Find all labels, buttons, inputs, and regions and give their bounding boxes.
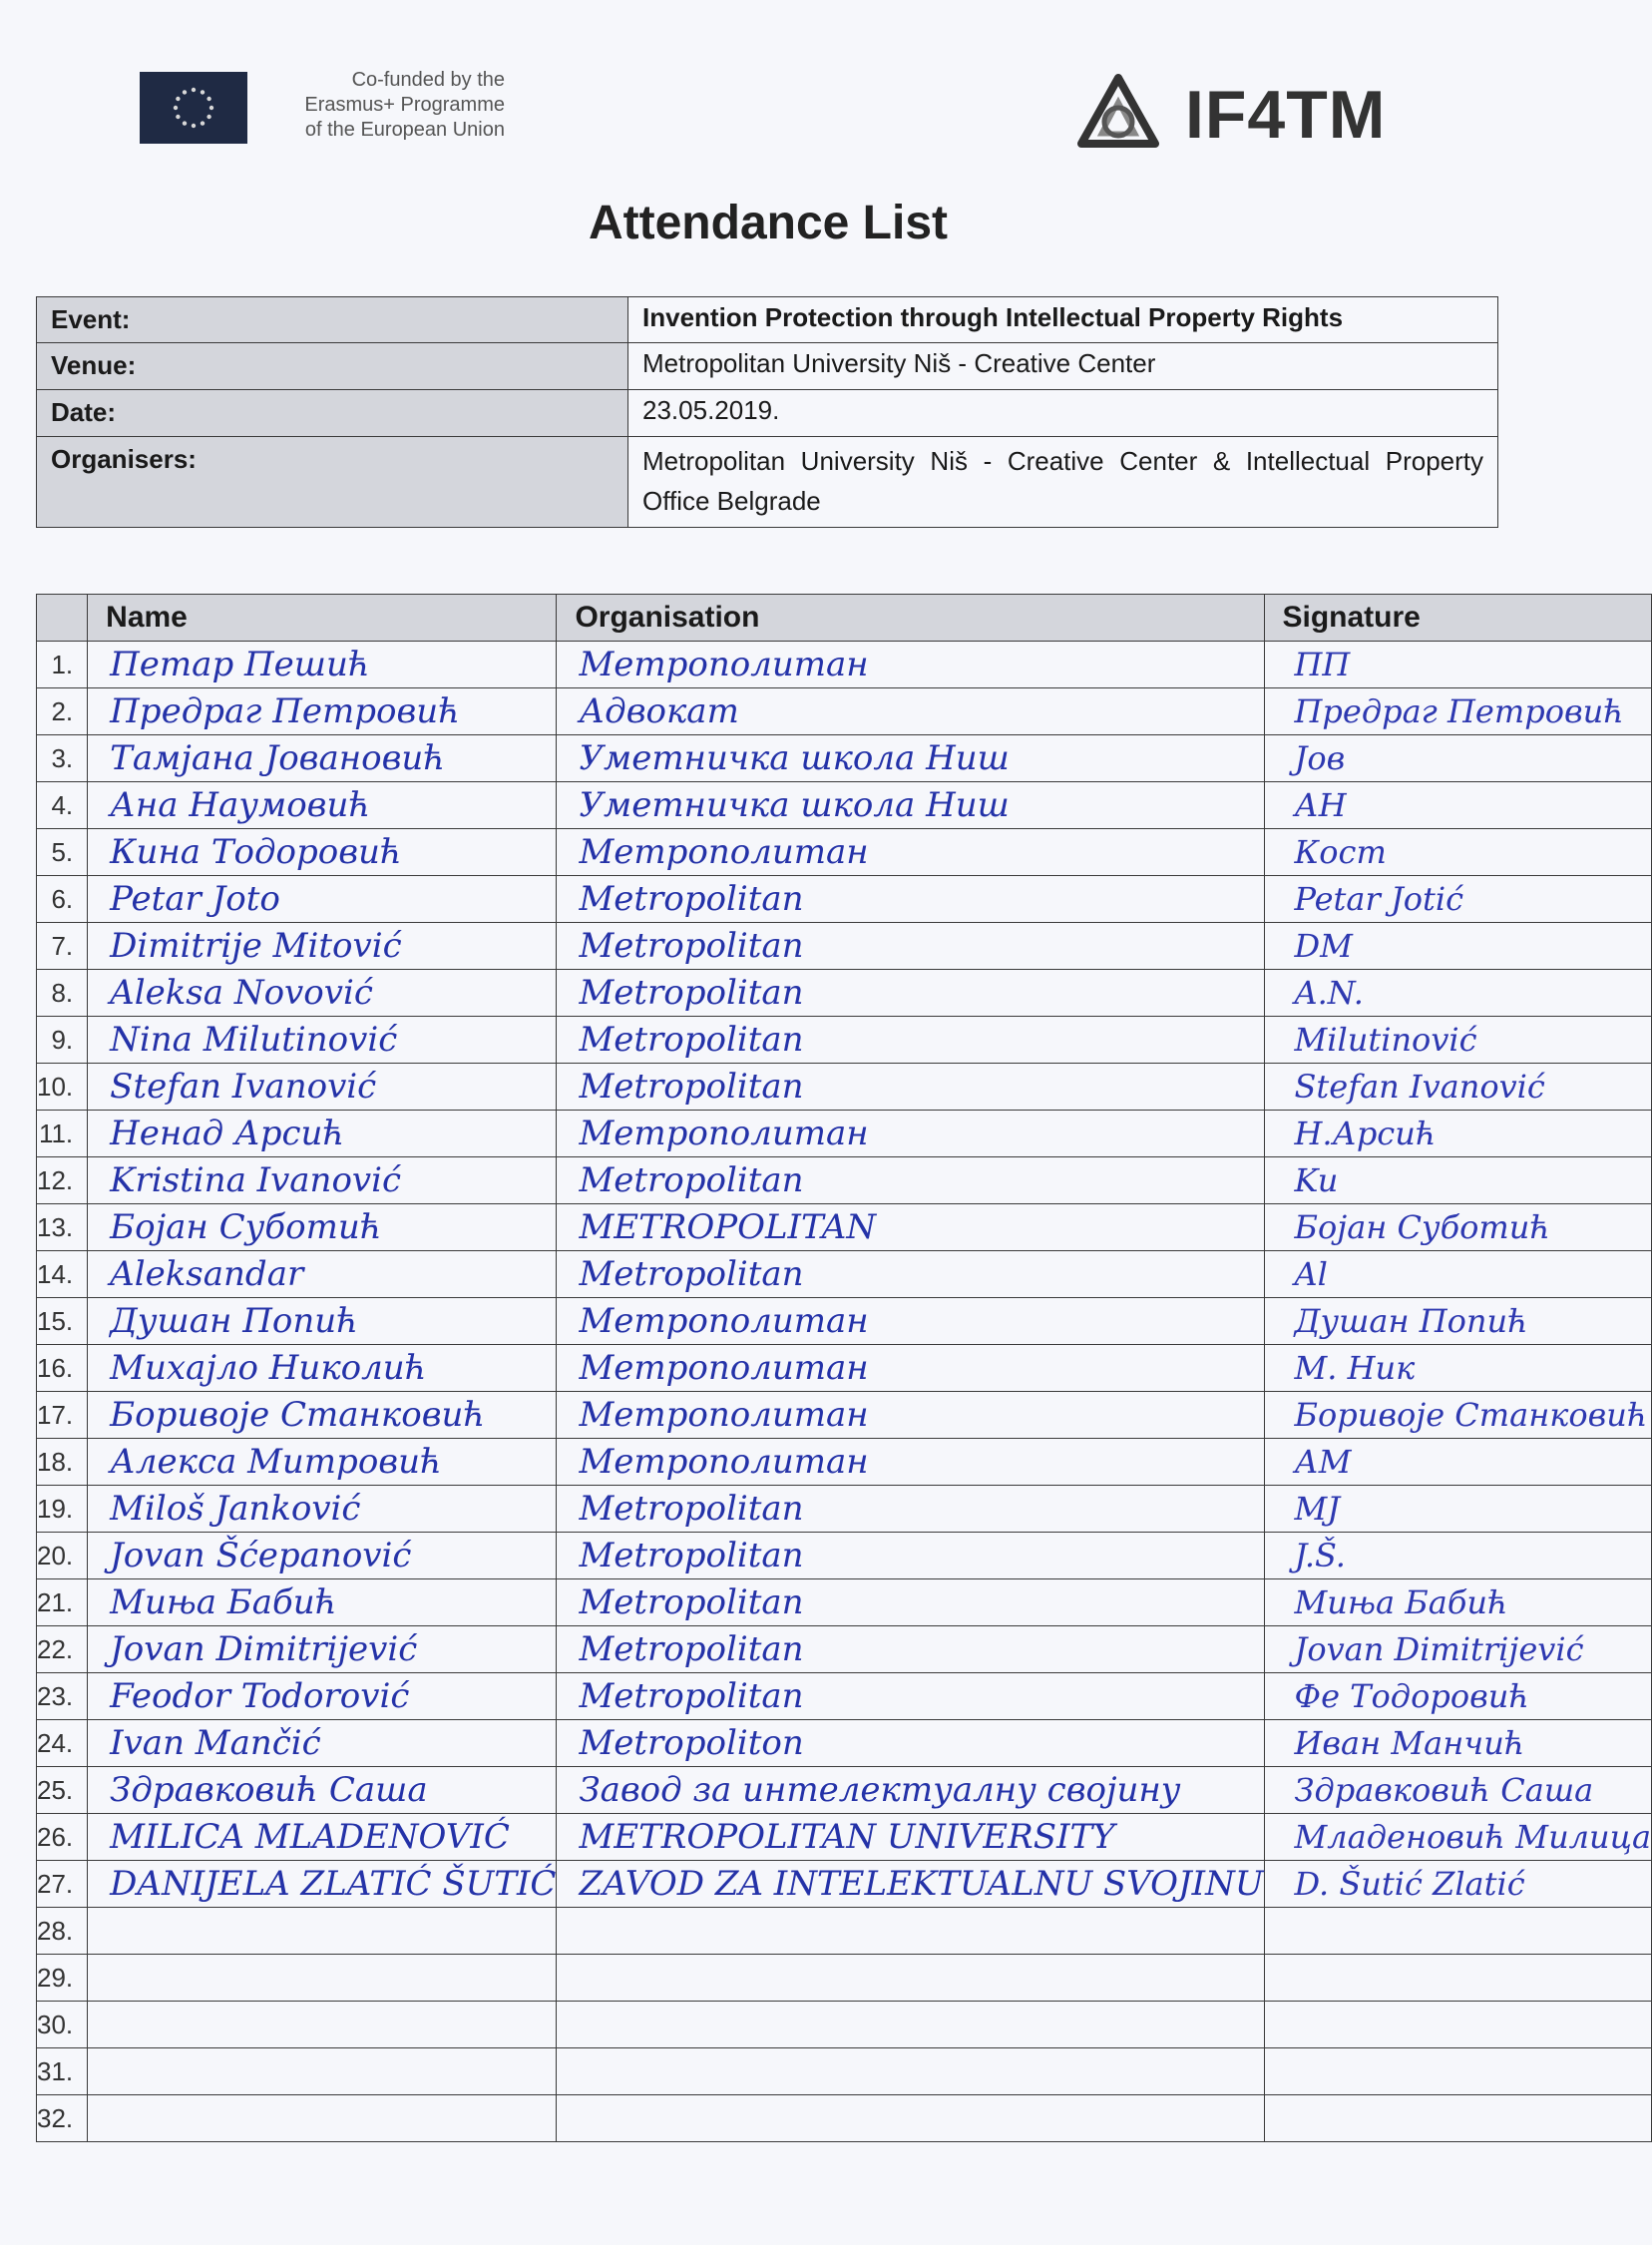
attendee-name-cell [88, 1814, 557, 1861]
attendee-signature: АМ [1294, 1443, 1352, 1481]
table-row [37, 1111, 1652, 1157]
attendee-organisation-cell [557, 970, 1264, 1017]
attendee-name: Кина Тодоровић [110, 832, 402, 872]
row-number: 28. [37, 1908, 88, 1955]
attendee-signature-cell [1264, 2002, 1652, 2048]
table-row [37, 1673, 1652, 1720]
attendee-name: Ненад Арсић [110, 1114, 345, 1153]
attendee-organisation: Metropolitan [579, 1582, 804, 1622]
row-number: 25. [37, 1767, 88, 1814]
signature-column-header: Signature [1264, 595, 1652, 642]
row-number: 15. [37, 1298, 88, 1345]
row-number: 23. [37, 1673, 88, 1720]
row-number: 5. [37, 829, 88, 876]
attendee-organisation: Metropolitan [579, 1629, 804, 1669]
attendee-organisation-cell [557, 1955, 1264, 2002]
table-row [37, 2095, 1652, 2142]
attendee-signature: Stefan Ivanović [1294, 1068, 1545, 1106]
row-number: 7. [37, 923, 88, 970]
attendee-organisation: Метрополитан [579, 1348, 869, 1388]
table-row [37, 1157, 1652, 1204]
attendee-signature: A.N. [1294, 974, 1364, 1012]
attendee-name: Miloš Janković [110, 1489, 361, 1529]
attendee-signature-cell [1264, 1720, 1652, 1767]
attendee-organisation-cell [557, 923, 1264, 970]
attendee-signature: ПП [1294, 646, 1351, 683]
row-number: 12. [37, 1157, 88, 1204]
attendee-name-cell [88, 1298, 557, 1345]
attendee-organisation-cell [557, 1626, 1264, 1673]
attendee-signature: Миња Бабић [1294, 1583, 1508, 1621]
attendee-signature: MJ [1294, 1490, 1341, 1528]
table-row [37, 1720, 1652, 1767]
attendee-signature-cell [1264, 642, 1652, 688]
attendee-organisation: Metropolitan [579, 1489, 804, 1529]
row-number: 17. [37, 1392, 88, 1439]
table-row [37, 1204, 1652, 1251]
logo-text: IF4TM [1185, 77, 1387, 153]
info-label: Organisers: [37, 437, 628, 528]
attendee-signature: Al [1294, 1255, 1328, 1293]
row-number: 26. [37, 1814, 88, 1861]
attendee-signature-cell [1264, 1017, 1652, 1064]
attendee-signature: АН [1294, 786, 1347, 824]
info-value: Metropolitan University Niš - Creative Center [628, 343, 1498, 390]
row-number: 2. [37, 688, 88, 735]
attendee-signature: Јов [1294, 739, 1346, 777]
attendee-organisation: Metropolitan [579, 1536, 804, 1575]
eu-line: Erasmus+ Programme [304, 94, 505, 116]
attendee-organisation-cell [557, 1298, 1264, 1345]
row-number: 24. [37, 1720, 88, 1767]
attendee-signature: Фе Тодоровић [1294, 1677, 1529, 1715]
attendee-name: Aleksandar [110, 1254, 304, 1294]
table-row [37, 1017, 1652, 1064]
attendee-signature-cell [1264, 1533, 1652, 1579]
row-number: 13. [37, 1204, 88, 1251]
attendee-name: Kristina Ivanović [110, 1160, 402, 1200]
attendee-signature-cell [1264, 1814, 1652, 1861]
attendee-organisation-cell [557, 688, 1264, 735]
attendee-organisation-cell [557, 1533, 1264, 1579]
attendee-name-cell [88, 1204, 557, 1251]
attendee-signature-cell [1264, 1861, 1652, 1908]
attendee-name-cell [88, 1955, 557, 2002]
attendee-signature-cell [1264, 2048, 1652, 2095]
attendee-organisation: Metropolitan [579, 1254, 804, 1294]
attendee-signature: Н.Арсић [1294, 1115, 1437, 1152]
attendee-organisation-cell [557, 1767, 1264, 1814]
info-row-event [37, 297, 1498, 343]
attendee-organisation-cell [557, 782, 1264, 829]
attendee-name: Здравковић Саша [110, 1770, 428, 1810]
attendee-name-cell [88, 923, 557, 970]
attendee-signature-cell [1264, 1064, 1652, 1111]
table-row [37, 1579, 1652, 1626]
attendee-organisation-cell [557, 1673, 1264, 1720]
row-number: 4. [37, 782, 88, 829]
attendance-table [36, 594, 1652, 2142]
attendee-organisation-cell [557, 1392, 1264, 1439]
attendee-organisation-cell [557, 1064, 1264, 1111]
attendee-name: Душан Попић [110, 1301, 359, 1341]
attendee-organisation-cell [557, 1814, 1264, 1861]
attendee-signature-cell [1264, 829, 1652, 876]
attendee-name: Миња Бабић [110, 1582, 337, 1622]
table-row [37, 1298, 1652, 1345]
table-row [37, 1908, 1652, 1955]
attendee-signature-cell [1264, 688, 1652, 735]
row-number: 27. [37, 1861, 88, 1908]
attendee-organisation: METROPOLITAN UNIVERSITY [579, 1817, 1115, 1857]
attendee-name-cell [88, 642, 557, 688]
attendee-signature-cell [1264, 1955, 1652, 2002]
attendee-signature: Здравковић Саша [1294, 1771, 1594, 1809]
attendee-organisation-cell [557, 1017, 1264, 1064]
attendee-signature-cell [1264, 1767, 1652, 1814]
attendee-organisation-cell [557, 1861, 1264, 1908]
page-title: Attendance List [588, 197, 949, 249]
attendee-name: Jovan Dimitrijević [110, 1629, 418, 1669]
attendee-name: Боривоје Станковић [110, 1395, 486, 1435]
row-number: 9. [37, 1017, 88, 1064]
attendee-signature-cell [1264, 1204, 1652, 1251]
attendee-signature-cell [1264, 2095, 1652, 2142]
row-number: 22. [37, 1626, 88, 1673]
attendee-signature-cell [1264, 1157, 1652, 1204]
table-row [37, 1064, 1652, 1111]
attendee-signature: Бојан Суботић [1294, 1208, 1550, 1246]
table-row [37, 1814, 1652, 1861]
row-number: 16. [37, 1345, 88, 1392]
attendee-name-cell [88, 1439, 557, 1486]
attendee-name: Алекса Митровић [110, 1442, 442, 1482]
erasmus-cofunding-text [265, 68, 505, 143]
attendee-name: Тамјана Јовановић [110, 738, 446, 778]
attendee-organisation-cell [557, 1908, 1264, 1955]
attendee-name: Бојан Суботић [110, 1207, 382, 1247]
attendee-name-cell [88, 1673, 557, 1720]
table-row [37, 1767, 1652, 1814]
info-value: 23.05.2019. [628, 390, 1498, 437]
row-number: 6. [37, 876, 88, 923]
info-row-venue [37, 343, 1498, 390]
attendee-organisation-cell [557, 876, 1264, 923]
info-label: Venue: [37, 343, 628, 390]
attendee-signature-cell [1264, 1345, 1652, 1392]
attendee-name-cell [88, 2002, 557, 2048]
attendee-name-cell [88, 1720, 557, 1767]
row-number: 19. [37, 1486, 88, 1533]
organisation-column-header: Organisation [557, 595, 1264, 642]
row-number: 29. [37, 1955, 88, 2002]
attendee-signature: Душан Попић [1294, 1302, 1528, 1340]
table-row [37, 970, 1652, 1017]
attendee-organisation-cell [557, 642, 1264, 688]
attendee-name-cell [88, 782, 557, 829]
attendee-name-cell [88, 1908, 557, 1955]
attendee-name-cell [88, 829, 557, 876]
attendee-name-cell [88, 1017, 557, 1064]
attendee-organisation-cell [557, 1157, 1264, 1204]
attendee-organisation: Метрополитан [579, 1114, 869, 1153]
attendee-signature: Предраг Петровић [1294, 692, 1624, 730]
attendee-name: DANIJELA ZLATIĆ ŠUTIĆ [110, 1864, 557, 1904]
if4tm-logo [1073, 72, 1403, 152]
attendee-name: Feodor Todorović [110, 1676, 410, 1716]
table-row [37, 1392, 1652, 1439]
attendee-name-cell [88, 1392, 557, 1439]
info-value: Invention Protection through Intellectual Property Rights [628, 297, 1498, 343]
attendee-organisation-cell [557, 1345, 1264, 1392]
attendee-organisation: Metropolitan [579, 973, 804, 1013]
info-label: Date: [37, 390, 628, 437]
attendee-organisation: Уметничка школа Ниш [579, 738, 1010, 778]
table-row [37, 1251, 1652, 1298]
attendee-organisation: METROPOLITAN [579, 1207, 877, 1247]
attendee-organisation-cell [557, 1720, 1264, 1767]
attendee-name-cell [88, 1064, 557, 1111]
attendee-organisation-cell [557, 735, 1264, 782]
attendee-signature-cell [1264, 1673, 1652, 1720]
attendee-organisation-cell [557, 1111, 1264, 1157]
attendee-organisation: Метрополитан [579, 1301, 869, 1341]
attendee-organisation-cell [557, 1204, 1264, 1251]
attendee-organisation: Адвокат [579, 691, 739, 731]
row-number: 14. [37, 1251, 88, 1298]
attendee-signature: J.Š. [1294, 1537, 1346, 1574]
info-label: Event: [37, 297, 628, 343]
attendance-rows [37, 642, 1652, 2142]
attendee-organisation: Metropolitan [579, 1020, 804, 1060]
attendee-name-cell [88, 1251, 557, 1298]
attendee-name: Ivan Mančić [110, 1723, 321, 1763]
attendee-signature-cell [1264, 876, 1652, 923]
table-row [37, 2048, 1652, 2095]
attendee-signature-cell [1264, 1392, 1652, 1439]
table-row [37, 782, 1652, 829]
attendee-name-cell [88, 688, 557, 735]
table-row [37, 1955, 1652, 2002]
attendee-name-cell [88, 735, 557, 782]
table-row [37, 1861, 1652, 1908]
table-row [37, 2002, 1652, 2048]
attendee-name-cell [88, 1626, 557, 1673]
attendee-signature: DM [1294, 927, 1353, 965]
attendee-signature-cell [1264, 1251, 1652, 1298]
attendee-organisation-cell [557, 2048, 1264, 2095]
attendee-signature: Иван Манчић [1294, 1724, 1525, 1762]
attendee-organisation: Metropolitan [579, 1676, 804, 1716]
attendee-name-cell [88, 876, 557, 923]
table-row [37, 829, 1652, 876]
attendee-name: Ана Наумовић [110, 785, 371, 825]
attendee-signature: D. Šutić Zlatić [1294, 1865, 1525, 1903]
attendee-organisation: ZAVOD ZA INTELEKTUALNU SVOJINU [579, 1864, 1264, 1904]
attendee-signature: Jovan Dimitrijević [1294, 1630, 1584, 1668]
attendee-organisation-cell [557, 2002, 1264, 2048]
row-number: 32. [37, 2095, 88, 2142]
row-number: 31. [37, 2048, 88, 2095]
attendee-organisation: Уметничка школа Ниш [579, 785, 1010, 825]
table-row [37, 1533, 1652, 1579]
attendee-signature: Кост [1294, 833, 1387, 871]
row-number: 1. [37, 642, 88, 688]
attendee-name-cell [88, 1111, 557, 1157]
attendee-name: Петар Пешић [110, 645, 370, 684]
table-row [37, 735, 1652, 782]
attendee-organisation-cell [557, 1579, 1264, 1626]
info-value: Metropolitan University Niš - Creative Center & Intellectual Property Office Belgrade [628, 437, 1498, 528]
row-number: 8. [37, 970, 88, 1017]
attendee-organisation-cell [557, 829, 1264, 876]
attendee-name-cell [88, 1861, 557, 1908]
row-number: 20. [37, 1533, 88, 1579]
eu-line: Co-funded by the [351, 69, 505, 91]
attendee-name: MILICA MLADENOVIĆ [110, 1817, 510, 1857]
info-row-organisers [37, 437, 1498, 528]
table-row [37, 1439, 1652, 1486]
attendee-signature-cell [1264, 1439, 1652, 1486]
attendee-name-cell [88, 1345, 557, 1392]
attendee-name-cell [88, 1486, 557, 1533]
attendee-signature: Ku [1294, 1161, 1339, 1199]
attendee-name: Aleksa Novović [110, 973, 373, 1013]
attendee-name: Jovan Šćepanović [110, 1536, 412, 1575]
attendee-name-cell [88, 1767, 557, 1814]
eu-flag-icon [140, 72, 247, 144]
table-row [37, 876, 1652, 923]
attendee-name-cell [88, 970, 557, 1017]
attendee-name: Предраг Петровић [110, 691, 461, 731]
table-row [37, 688, 1652, 735]
attendee-name-cell [88, 2095, 557, 2142]
attendee-organisation-cell [557, 1486, 1264, 1533]
triangle-knot-icon [1073, 72, 1163, 152]
attendee-name-cell [88, 2048, 557, 2095]
attendee-organisation: Metropolitan [579, 926, 804, 966]
row-number: 30. [37, 2002, 88, 2048]
attendee-organisation-cell [557, 1251, 1264, 1298]
attendee-organisation: Метрополитан [579, 832, 869, 872]
attendee-name: Stefan Ivanović [110, 1067, 377, 1107]
attendee-name-cell [88, 1579, 557, 1626]
attendee-signature-cell [1264, 1486, 1652, 1533]
attendee-signature: M. Ник [1294, 1349, 1416, 1387]
row-number: 18. [37, 1439, 88, 1486]
info-row-date [37, 390, 1498, 437]
name-column-header: Name [88, 595, 557, 642]
attendee-signature: Младеновић Милица [1294, 1818, 1652, 1856]
table-row [37, 1486, 1652, 1533]
attendee-organisation-cell [557, 1439, 1264, 1486]
attendee-signature-cell [1264, 923, 1652, 970]
number-column-header [37, 595, 88, 642]
attendee-signature-cell [1264, 1111, 1652, 1157]
attendee-organisation: Метрополитан [579, 1442, 869, 1482]
event-info-table [36, 296, 1498, 528]
attendee-name-cell [88, 1533, 557, 1579]
table-row [37, 923, 1652, 970]
attendee-name: Nina Milutinović [110, 1020, 398, 1060]
attendee-name: Михајло Николић [110, 1348, 427, 1388]
attendee-organisation: Metropolitan [579, 1160, 804, 1200]
attendee-signature: Milutinović [1294, 1021, 1477, 1059]
attendee-organisation-cell [557, 2095, 1264, 2142]
attendee-signature-cell [1264, 970, 1652, 1017]
table-row [37, 1345, 1652, 1392]
attendee-name: Dimitrije Mitović [110, 926, 402, 966]
attendee-organisation: Metropolitan [579, 879, 804, 919]
attendee-organisation: Метрополитан [579, 645, 869, 684]
row-number: 3. [37, 735, 88, 782]
attendee-name-cell [88, 1157, 557, 1204]
attendance-header-row [37, 595, 1652, 642]
row-number: 11. [37, 1111, 88, 1157]
table-row [37, 1626, 1652, 1673]
attendee-organisation: Metropolitan [579, 1067, 804, 1107]
attendee-signature-cell [1264, 782, 1652, 829]
attendee-name: Petar Joto [110, 879, 280, 919]
attendee-signature-cell [1264, 1908, 1652, 1955]
attendee-signature-cell [1264, 1579, 1652, 1626]
attendee-organisation: Завод за интелектуалну својину [579, 1770, 1181, 1810]
attendee-organisation: Метрополитан [579, 1395, 869, 1435]
eu-line: of the European Union [304, 119, 505, 141]
table-row [37, 642, 1652, 688]
row-number: 21. [37, 1579, 88, 1626]
attendee-signature-cell [1264, 1626, 1652, 1673]
attendee-signature: Petar Jotić [1294, 880, 1464, 918]
row-number: 10. [37, 1064, 88, 1111]
attendee-signature-cell [1264, 1298, 1652, 1345]
attendee-signature: Боривоје Станковић [1294, 1396, 1648, 1434]
attendee-signature-cell [1264, 735, 1652, 782]
attendee-organisation: Metropoliton [579, 1723, 804, 1763]
